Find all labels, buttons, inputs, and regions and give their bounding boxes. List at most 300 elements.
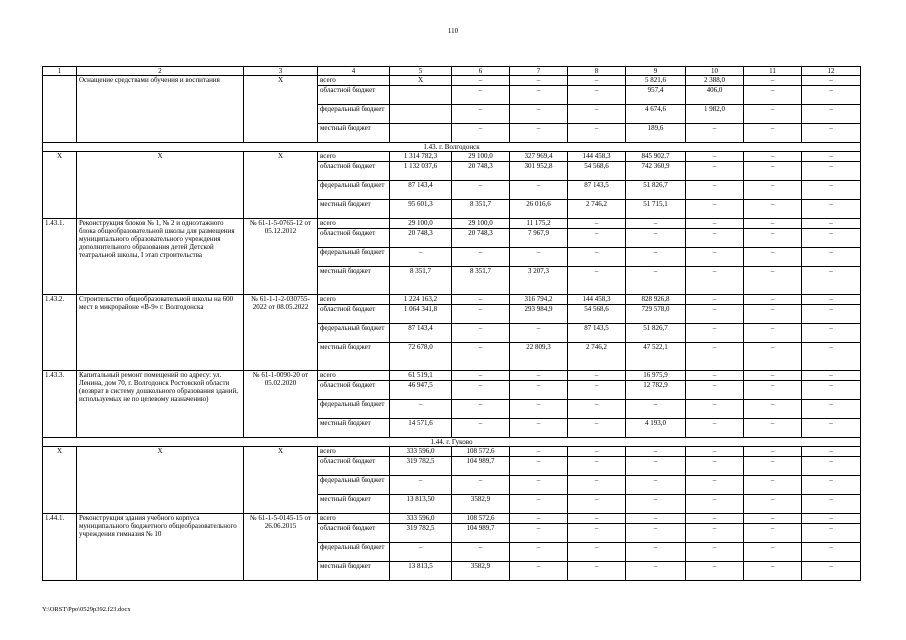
budget-label: федеральный бюджет [318,543,390,562]
table-row [43,371,861,381]
value-cell: 11 175,2 [510,219,568,229]
value-cell: – [626,562,686,581]
value-cell: – [510,381,568,400]
value-cell: – [744,305,802,324]
item-document: № 61-1-5-0765-12 от 05.12.2012 [244,219,318,295]
value-cell: – [568,267,626,295]
value-cell: – [686,543,744,562]
value-cell: 46 947,5 [390,381,452,400]
value-cell: 72 678,0 [390,343,452,371]
value-cell: – [510,124,568,143]
value-cell: – [686,476,744,495]
value-cell: 1 224 163,2 [390,295,452,305]
value-cell: – [626,267,686,295]
value-cell: – [626,524,686,543]
value-cell: – [510,86,568,105]
value-cell: – [744,371,802,381]
value-cell: – [686,381,744,400]
value-cell: 2 746,2 [568,200,626,219]
value-cell: 316 794,2 [510,295,568,305]
value-cell: 29 100,0 [452,219,510,229]
value-cell: – [568,524,626,543]
value-cell: – [568,248,626,267]
value-cell: – [802,495,861,514]
value-cell: 8 351,7 [452,200,510,219]
value-cell: – [802,86,861,105]
value-cell: 87 143,4 [390,324,452,343]
value-cell: – [626,248,686,267]
item-name: Капитальный ремонт помещений по адресу: ул. Ленина, дом 70, г. Волгодонск Ростовской области (возврат в систему дошкольного образования зданий, используемых не по целевому назначению) [77,371,244,438]
value-cell: – [744,514,802,524]
value-cell: – [802,543,861,562]
value-cell [390,124,452,143]
value-cell: 828 926,8 [626,295,686,305]
value-cell: – [802,514,861,524]
value-cell: – [744,457,802,476]
value-cell: 95 601,3 [390,200,452,219]
column-number: 1 [43,67,77,76]
value-cell [390,86,452,105]
value-cell: 87 143,5 [568,181,626,200]
budget-label: областной бюджет [318,381,390,400]
value-cell: 3582,9 [452,562,510,581]
item-document: № 61-1-1-2-030755-2022 от 08.05.2022 [244,295,318,371]
budget-table [42,66,861,581]
value-cell: – [744,295,802,305]
value-cell: – [510,514,568,524]
value-cell: – [802,124,861,143]
value-cell: – [626,447,686,457]
budget-label: федеральный бюджет [318,324,390,343]
value-cell: – [686,524,744,543]
value-cell: – [452,476,510,495]
value-cell: – [686,200,744,219]
column-number: 10 [686,67,744,76]
budget-label: местный бюджет [318,343,390,371]
column-number: 5 [390,67,452,76]
value-cell: – [626,543,686,562]
item-document: X [244,447,318,514]
table-row [43,514,861,524]
value-cell: – [452,181,510,200]
budget-label: всего [318,447,390,457]
value-cell: – [744,343,802,371]
value-cell: 87 143,4 [390,181,452,200]
budget-label: областной бюджет [318,86,390,105]
value-cell: – [686,514,744,524]
value-cell: 13 813,50 [390,495,452,514]
value-cell: – [568,105,626,124]
value-cell: – [686,305,744,324]
value-cell: – [510,495,568,514]
value-cell: – [686,295,744,305]
budget-label: всего [318,514,390,524]
item-document: № 61-1-0090-20 от 05.02.2020 [244,371,318,438]
value-cell: – [744,495,802,514]
value-cell: – [686,400,744,419]
file-path-footer: Y:\ORST\Ppo\0529p392.f23.docx [42,606,131,613]
value-cell: 51 826,7 [626,324,686,343]
value-cell: – [510,76,568,86]
value-cell: – [744,229,802,248]
budget-label: всего [318,152,390,162]
value-cell: – [568,562,626,581]
value-cell: 5 821,6 [626,76,686,86]
value-cell: – [626,514,686,524]
value-cell: – [510,543,568,562]
value-cell: – [744,200,802,219]
budget-label: местный бюджет [318,419,390,438]
value-cell: – [802,305,861,324]
section-title: 1.43. г. Волгодонск [43,143,861,152]
value-cell: – [686,162,744,181]
value-cell: 104 989,7 [452,457,510,476]
value-cell: – [452,124,510,143]
value-cell: 4 193,0 [626,419,686,438]
value-cell: – [510,524,568,543]
value-cell: – [802,219,861,229]
value-cell: 51 715,1 [626,200,686,219]
budget-label: федеральный бюджет [318,248,390,267]
value-cell: – [568,219,626,229]
value-cell: – [686,343,744,371]
budget-label: федеральный бюджет [318,476,390,495]
value-cell: – [802,343,861,371]
value-cell: – [568,457,626,476]
column-number: 7 [510,67,568,76]
table-row [43,219,861,229]
budget-label: местный бюджет [318,200,390,219]
item-number: 1.43.2. [43,295,77,371]
value-cell: 845 902,7 [626,152,686,162]
budget-label: областной бюджет [318,524,390,543]
value-cell: 3 207,3 [510,267,568,295]
column-number: 4 [318,67,390,76]
value-cell: – [802,400,861,419]
value-cell: 22 809,3 [510,343,568,371]
item-number: X [43,447,77,514]
value-cell: – [802,295,861,305]
column-number: 12 [802,67,861,76]
value-cell: 189,6 [626,124,686,143]
value-cell: 12 782,9 [626,381,686,400]
value-cell: – [390,400,452,419]
value-cell: 2 388,0 [686,76,744,86]
value-cell: 13 813,5 [390,562,452,581]
value-cell: – [744,86,802,105]
value-cell: – [626,219,686,229]
value-cell: – [568,514,626,524]
value-cell: 8 351,7 [452,267,510,295]
value-cell: 54 568,6 [568,305,626,324]
value-cell: 333 596,0 [390,447,452,457]
value-cell: 20 748,3 [452,229,510,248]
value-cell: – [802,76,861,86]
value-cell: – [686,447,744,457]
budget-label: всего [318,76,390,86]
section-row [43,438,861,447]
value-cell: – [744,124,802,143]
value-cell: – [686,562,744,581]
value-cell: – [568,371,626,381]
budget-label: всего [318,295,390,305]
value-cell: – [452,248,510,267]
item-document: X [244,152,318,219]
value-cell: – [626,229,686,248]
budget-label: всего [318,219,390,229]
value-cell: – [452,371,510,381]
column-number: 2 [77,67,244,76]
value-cell: – [802,562,861,581]
value-cell: – [568,495,626,514]
value-cell: X [390,76,452,86]
value-cell: 20 748,3 [390,229,452,248]
table-row [43,447,861,457]
value-cell: – [802,324,861,343]
value-cell: – [568,124,626,143]
value-cell: 319 782,5 [390,524,452,543]
value-cell: – [744,162,802,181]
item-number: X [43,152,77,219]
value-cell: – [744,105,802,124]
column-number: 9 [626,67,686,76]
item-name: Оснащение средствами обучения и воспитания [77,76,244,143]
item-name: Реконструкция блоков № 1, № 2 и одноэтажного блока общеобразовательной школы для размещения муниципального образовательного учреждения дополнительного образования детей Детской театральной школы, I этап строительства [77,219,244,295]
value-cell: – [568,86,626,105]
budget-label: местный бюджет [318,267,390,295]
value-cell: 3582,9 [452,495,510,514]
value-cell: – [510,105,568,124]
value-cell: – [802,476,861,495]
value-cell: – [686,457,744,476]
budget-label: всего [318,371,390,381]
value-cell: – [802,524,861,543]
value-cell: 1 314 782,3 [390,152,452,162]
value-cell: – [686,419,744,438]
value-cell: – [802,371,861,381]
value-cell: – [802,447,861,457]
value-cell: – [744,381,802,400]
value-cell: – [802,229,861,248]
value-cell: – [744,524,802,543]
value-cell: – [452,295,510,305]
value-cell: 20 748,3 [452,162,510,181]
value-cell: – [452,419,510,438]
section-title: 1.44. г. Гуково [43,438,861,447]
budget-label: областной бюджет [318,229,390,248]
value-cell: – [802,162,861,181]
value-cell: 1 064 341,8 [390,305,452,324]
item-number: 1.43.3. [43,371,77,438]
value-cell: – [510,447,568,457]
value-cell: – [744,562,802,581]
value-cell: – [686,181,744,200]
value-cell: – [510,419,568,438]
value-cell: – [802,105,861,124]
value-cell: 333 596,0 [390,514,452,524]
value-cell: – [744,152,802,162]
value-cell: – [686,324,744,343]
value-cell: – [510,400,568,419]
value-cell: – [568,543,626,562]
value-cell: – [568,76,626,86]
value-cell: – [744,248,802,267]
item-document: № 61-1-5-0145-15 от 26.06.2015 [244,514,318,581]
value-cell: – [452,324,510,343]
value-cell: 7 967,9 [510,229,568,248]
value-cell: – [802,181,861,200]
value-cell: 742 360,9 [626,162,686,181]
budget-label: местный бюджет [318,495,390,514]
item-name: Строительство общеобразовательной школы на 600 мест в микрорайоне «В-9» г. Волгодонска [77,295,244,371]
value-cell: – [744,476,802,495]
budget-label: областной бюджет [318,305,390,324]
value-cell: 47 522,1 [626,343,686,371]
value-cell: 406,0 [686,86,744,105]
value-cell: – [626,495,686,514]
budget-label: федеральный бюджет [318,105,390,124]
budget-label: федеральный бюджет [318,181,390,200]
value-cell: – [510,248,568,267]
value-cell: – [802,381,861,400]
value-cell: – [568,400,626,419]
value-cell: 293 984,9 [510,305,568,324]
value-cell: 61 519,1 [390,371,452,381]
table-row [43,152,861,162]
value-cell: – [686,124,744,143]
value-cell: 4 674,6 [626,105,686,124]
column-number-row [43,67,861,76]
value-cell: – [744,419,802,438]
budget-label: федеральный бюджет [318,400,390,419]
value-cell: 729 578,0 [626,305,686,324]
value-cell: – [510,324,568,343]
value-cell: – [510,562,568,581]
value-cell: 327 969,4 [510,152,568,162]
value-cell: – [686,371,744,381]
value-cell: – [390,543,452,562]
value-cell: – [510,371,568,381]
value-cell: – [744,181,802,200]
value-cell: – [744,267,802,295]
value-cell: – [686,152,744,162]
value-cell: 2 746,2 [568,343,626,371]
value-cell: 26 016,6 [510,200,568,219]
value-cell: – [626,400,686,419]
value-cell: – [568,419,626,438]
value-cell: – [802,267,861,295]
value-cell: – [686,229,744,248]
value-cell: 16 975,9 [626,371,686,381]
value-cell: – [802,248,861,267]
item-name: X [77,152,244,219]
value-cell: – [744,400,802,419]
value-cell: – [452,76,510,86]
item-name: Реконструкция здания учебного корпуса муниципального бюджетного общеобразовательного учреждения гимназия № 10 [77,514,244,581]
value-cell: – [452,400,510,419]
value-cell: – [568,229,626,248]
value-cell: 29 100,0 [452,152,510,162]
value-cell: 319 782,5 [390,457,452,476]
value-cell: – [686,267,744,295]
table-row [43,295,861,305]
value-cell: – [510,181,568,200]
value-cell: – [626,476,686,495]
value-cell: – [626,457,686,476]
value-cell: – [452,543,510,562]
value-cell: – [390,248,452,267]
column-number: 6 [452,67,510,76]
value-cell: 87 143,5 [568,324,626,343]
item-number: 1.43.1. [43,219,77,295]
page-number: 110 [447,27,459,35]
column-number: 8 [568,67,626,76]
value-cell: – [568,476,626,495]
value-cell: 108 572,6 [452,514,510,524]
value-cell: – [452,343,510,371]
value-cell: – [802,200,861,219]
value-cell: – [568,447,626,457]
value-cell: – [452,381,510,400]
column-number: 11 [744,67,802,76]
value-cell: 957,4 [626,86,686,105]
value-cell: – [802,152,861,162]
value-cell: – [510,476,568,495]
value-cell: – [744,447,802,457]
value-cell: 29 100,0 [390,219,452,229]
value-cell: 104 989,7 [452,524,510,543]
value-cell: 108 572,6 [452,447,510,457]
value-cell: – [802,419,861,438]
budget-label: областной бюджет [318,162,390,181]
value-cell: – [744,324,802,343]
value-cell: – [452,86,510,105]
value-cell: 144 458,3 [568,295,626,305]
budget-label: местный бюджет [318,562,390,581]
value-cell: – [568,381,626,400]
value-cell: – [510,457,568,476]
value-cell: – [744,543,802,562]
budget-label: местный бюджет [318,124,390,143]
value-cell: – [686,219,744,229]
value-cell [390,105,452,124]
value-cell: 8 351,7 [390,267,452,295]
value-cell: – [802,457,861,476]
value-cell: 1 982,0 [686,105,744,124]
value-cell: 301 952,8 [510,162,568,181]
value-cell: 1 132 037,6 [390,162,452,181]
value-cell: 54 568,6 [568,162,626,181]
item-name: X [77,447,244,514]
value-cell: – [390,476,452,495]
value-cell: 144 458,3 [568,152,626,162]
value-cell: 51 826,7 [626,181,686,200]
section-row [43,143,861,152]
item-number [43,76,77,143]
value-cell: 14 571,6 [390,419,452,438]
value-cell: – [452,305,510,324]
value-cell: – [744,76,802,86]
item-document: X [244,76,318,143]
value-cell: – [686,248,744,267]
item-number: 1.44.1. [43,514,77,581]
value-cell: – [452,105,510,124]
column-number: 3 [244,67,318,76]
value-cell: – [744,219,802,229]
value-cell: – [686,495,744,514]
budget-label: областной бюджет [318,457,390,476]
table-row [43,76,861,86]
